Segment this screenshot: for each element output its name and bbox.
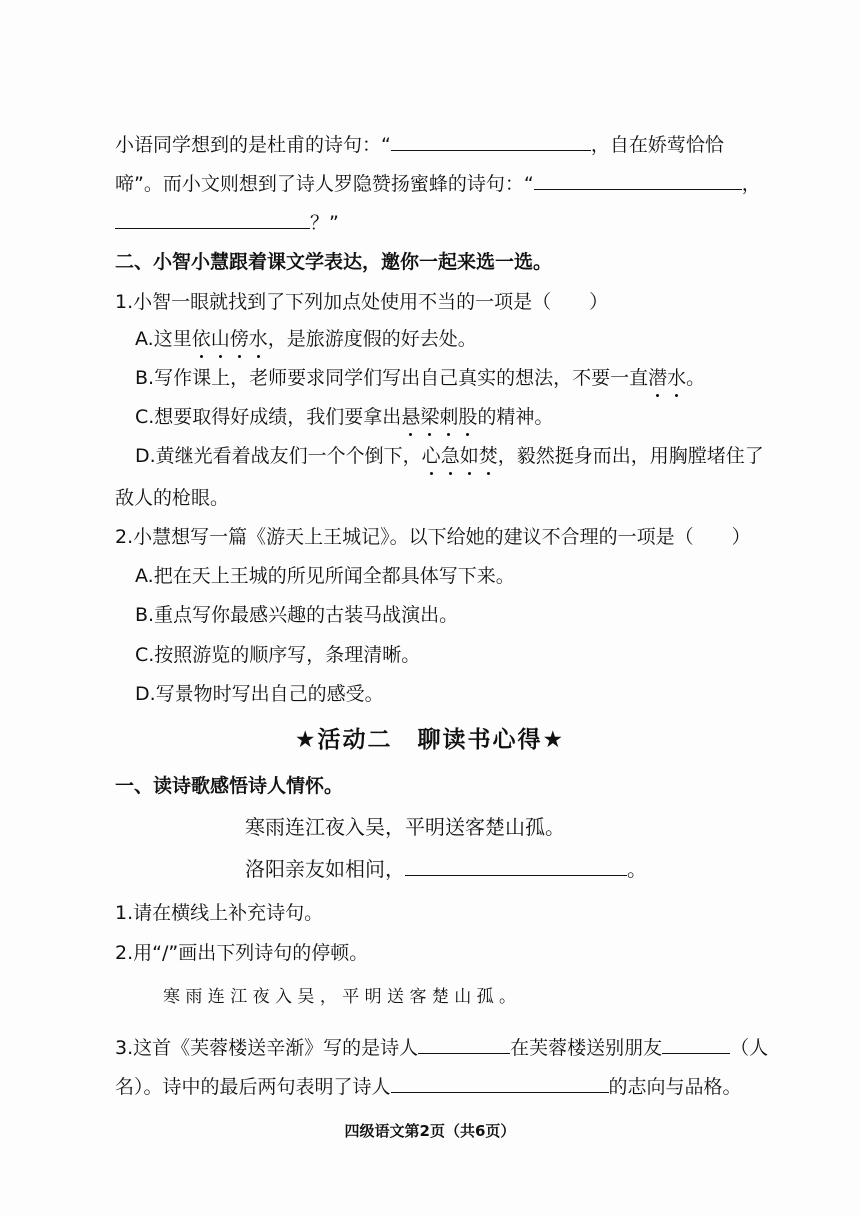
answer-blank[interactable] bbox=[391, 1072, 609, 1093]
dotted-char: 潜 bbox=[648, 367, 668, 389]
option-a[interactable]: A.把在天上王城的所见所闻全都具体写下来。 bbox=[135, 565, 515, 587]
option-c[interactable]: C.按照游览的顺序写，条理清晰。 bbox=[135, 644, 421, 666]
option-d[interactable]: D.写景物时写出自己的感受。 bbox=[135, 683, 384, 705]
pause-marking-poem[interactable]: 寒 雨 连 江 夜 入 吴 ， 平 明 送 客 楚 山 孤 。 bbox=[163, 987, 517, 1007]
poem-question-line-1: 小语同学想到的是杜甫的诗句：“ ，自在娇莺恰恰 bbox=[115, 130, 724, 158]
poem-question-line-3: ？” bbox=[115, 208, 339, 236]
dotted-char: 傍 bbox=[229, 328, 249, 350]
poem-line-2: 洛阳亲友如相问， 。 bbox=[245, 857, 647, 881]
option-a[interactable]: A.这里依山傍水，是旅游度假的好去处。 bbox=[135, 328, 477, 350]
activity-title: ★活动二 聊读书心得★ bbox=[294, 727, 566, 753]
answer-blank[interactable] bbox=[391, 130, 591, 151]
dotted-char: 水 bbox=[667, 367, 687, 389]
question-stem: 2.小慧想写一篇《游天上王城记》。以下给她的建议不合理的一项是（ ） bbox=[115, 526, 751, 548]
answer-blank[interactable] bbox=[418, 1033, 510, 1054]
answer-blank[interactable] bbox=[115, 208, 310, 229]
answer-blank[interactable] bbox=[534, 169, 742, 190]
dotted-char: 心 bbox=[421, 445, 441, 467]
question-3-line-2: 名）。诗中的最后两句表明了诗人 的志向与品格。 bbox=[115, 1072, 742, 1100]
answer-blank[interactable] bbox=[405, 855, 627, 876]
question-2: 2.用“/”画出下列诗句的停顿。 bbox=[115, 942, 369, 964]
dotted-char: 刺 bbox=[439, 406, 459, 428]
dotted-char: 如 bbox=[459, 445, 479, 467]
dotted-char: 焚 bbox=[478, 445, 498, 467]
option-d[interactable]: D.黄继光看着战友们一个个倒下，心急如焚，毅然挺身而出，用胸膛堵住了 bbox=[135, 445, 764, 467]
option-d-continued: 敌人的枪眼。 bbox=[115, 487, 230, 509]
dotted-char: 悬 bbox=[401, 406, 421, 428]
poem-question-line-2: 啼”。而小文则想到了诗人罗隐赞扬蜜蜂的诗句：“ ， bbox=[115, 169, 761, 197]
option-c[interactable]: C.想要取得好成绩，我们要拿出悬梁刺股的精神。 bbox=[135, 406, 554, 428]
option-b[interactable]: B.重点写你最感兴趣的古装马战演出。 bbox=[135, 604, 459, 626]
question-stem: 1.小智一眼就找到了下列加点处使用不当的一项是（ ） bbox=[115, 291, 609, 313]
dotted-char: 山 bbox=[210, 328, 230, 350]
question-3-line-1: 3.这首《芙蓉楼送辛渐》写的是诗人 在芙蓉楼送别朋友 （人 bbox=[115, 1033, 768, 1061]
dotted-char: 水 bbox=[248, 328, 268, 350]
question-1: 1.请在横线上补充诗句。 bbox=[115, 902, 324, 924]
page-footer: 四级语文第2页（共6页） bbox=[344, 1122, 516, 1140]
section-heading: 一、读诗歌感悟诗人情怀。 bbox=[115, 775, 344, 797]
dotted-char: 依 bbox=[191, 328, 211, 350]
dotted-char: 急 bbox=[440, 445, 460, 467]
option-b[interactable]: B.写作课上，老师要求同学们写出自己真实的想法，不要一直潜水。 bbox=[135, 367, 706, 389]
answer-blank[interactable] bbox=[662, 1033, 730, 1054]
dotted-char: 股 bbox=[458, 406, 478, 428]
section-heading: 二、小智小慧跟着课文学表达，邀你一起来选一选。 bbox=[115, 251, 553, 273]
poem-line-1: 寒雨连江夜入吴，平明送客楚山孤。 bbox=[245, 815, 565, 839]
dotted-char: 梁 bbox=[420, 406, 440, 428]
